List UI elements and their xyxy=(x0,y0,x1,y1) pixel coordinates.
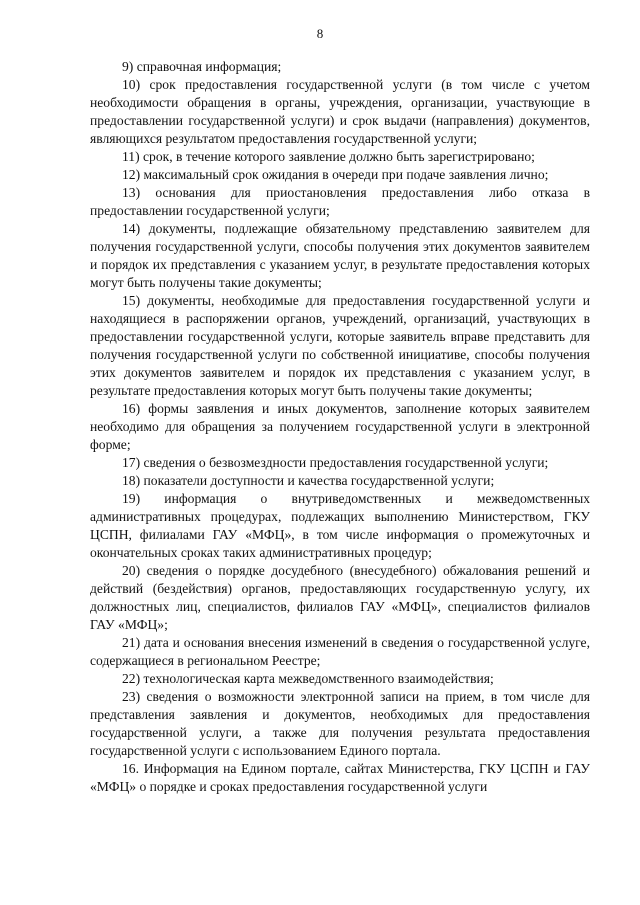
list-item-9: 9) справочная информация; xyxy=(122,59,282,74)
list-item-10: 10) срок предоставления государственной услуги (в том числе с учетом необходимости обращения в органы, учреждения, организации, участвующие в предоставлении государственной услуги) и срок выдачи (направления) документов, являющихся результатом предоставления государственной услуги; xyxy=(90,77,590,146)
list-item-19: 19) информация о внутриведомственных и межведомственных административных процедурах, подлежащих выполнению Министерством, ГКУ ЦСПН, филиалами ГАУ «МФЦ», в том числе информация о промежуточных и окончательных сроках таких административных процедур; xyxy=(90,491,590,560)
list-item-21: 21) дата и основания внесения изменений в сведения о государственной услуге, содержащиеся в региональном Реестре; xyxy=(90,635,590,668)
list-item-11: 11) срок, в течение которого заявление должно быть зарегистрировано; xyxy=(122,149,535,164)
document-body xyxy=(90,58,590,796)
page-number: 8 xyxy=(316,26,324,41)
list-item-14: 14) документы, подлежащие обязательному представлению заявителем для получения государственной услуги, способы получения этих документов заявителем и порядок их представления с указанием услуг, в результате предоставления которых могут быть получены такие документы; xyxy=(90,221,590,290)
list-item-16: 16) формы заявления и иных документов, заполнение которых заявителем необходимо для обращения за получением государственной услуги в электронной форме; xyxy=(90,401,590,452)
list-item-23: 23) сведения о возможности электронной записи на прием, в том числе для представления заявления и документов, необходимых для предоставления государственной услуги, а также для получения результата предоставления государственной услуги с использованием Единого портала. xyxy=(90,689,590,758)
list-item-17: 17) сведения о безвозмездности предоставления государственной услуги; xyxy=(122,455,549,470)
list-item-15: 15) документы, необходимые для предоставления государственной услуги и находящиеся в распоряжении органов, учреждений, организаций, участвующих в предоставлении государственной услуги, которые заявитель вправе представить для получения государственной услуги по собственной инициативе, способы получения этих документов заявителем и порядок их представления с указанием услуг, в результате предоставления которых могут быть получены такие документы; xyxy=(90,293,590,398)
list-item-22: 22) технологическая карта межведомственного взаимодействия; xyxy=(122,671,494,686)
list-item-13: 13) основания для приостановления предоставления либо отказа в предоставлении государственной услуги; xyxy=(90,185,590,218)
list-item-18: 18) показатели доступности и качества государственной услуги; xyxy=(122,473,495,488)
list-item-12: 12) максимальный срок ожидания в очереди при подаче заявления лично; xyxy=(122,167,549,182)
section-16-paragraph: 16. Информация на Едином портале, сайтах Министерства, ГКУ ЦСПН и ГАУ «МФЦ» о порядке и сроках предоставления государственной услуги xyxy=(90,761,590,794)
list-item-20: 20) сведения о порядке досудебного (внесудебного) обжалования решений и действий (бездействия) органов, предоставляющих государственную услугу, их должностных лиц, специалистов, филиалов ГАУ «МФЦ», специалистов филиалов ГАУ «МФЦ»; xyxy=(90,563,590,632)
